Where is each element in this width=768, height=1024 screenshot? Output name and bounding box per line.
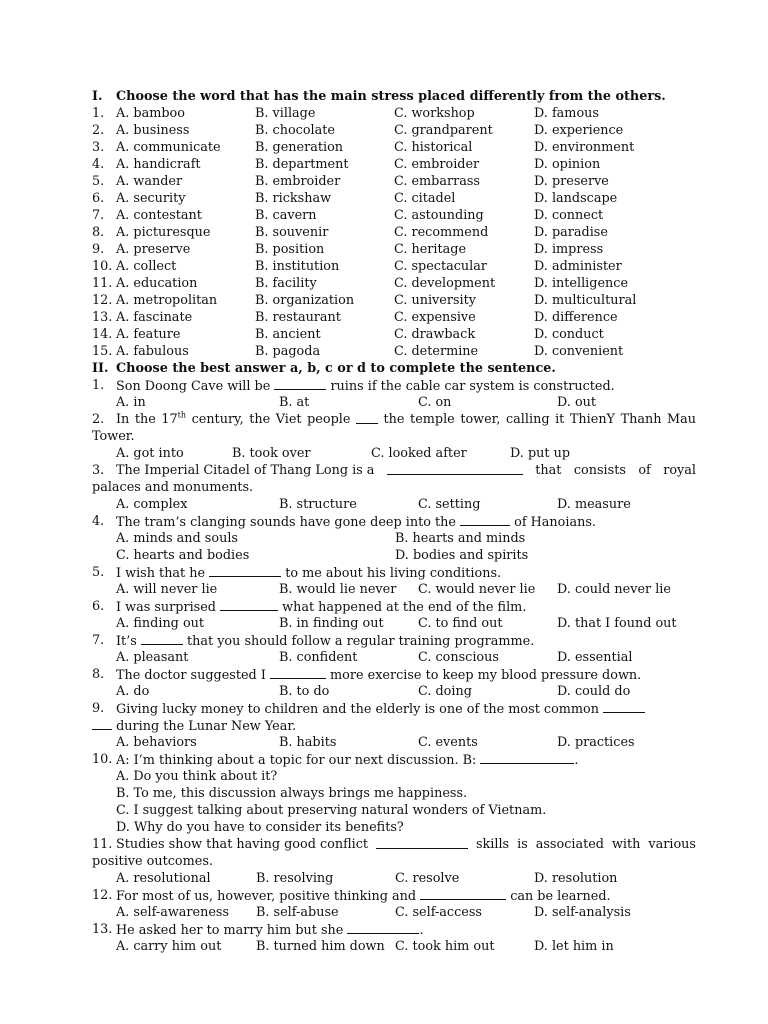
section-2-title: Choose the best answer a, b, c or d to complete the sentence.	[116, 361, 556, 376]
question-10-option-c-row	[92, 802, 696, 819]
option-a[interactable]: A. self-awareness	[116, 905, 230, 920]
option-d[interactable]: D. measure	[557, 497, 631, 512]
question-number: 3.	[92, 463, 105, 478]
question-number: 4.	[92, 514, 105, 529]
question-number: 5.	[92, 565, 105, 580]
section-1-heading	[92, 88, 696, 105]
option-c[interactable]: C. grandparent	[394, 123, 493, 138]
option-b[interactable]: B. self-abuse	[256, 905, 339, 920]
item-number: 12.	[92, 293, 113, 308]
stress-item-12	[92, 292, 696, 309]
question-text: The Imperial Citadel of Thang Long is a that consists of royal	[116, 463, 696, 478]
option-a[interactable]: A. minds and souls	[116, 531, 238, 546]
option-c[interactable]: C. looked after	[371, 446, 467, 461]
question-10	[92, 751, 696, 768]
option-c[interactable]: C. historical	[394, 140, 473, 155]
question-12	[92, 887, 696, 904]
option-a[interactable]: A. picturesque	[116, 225, 211, 240]
question-text: Son Doong Cave will be ruins if the cable car system is constructed.	[116, 379, 615, 394]
stress-item-5	[92, 173, 696, 190]
option-d[interactable]: D. could never lie	[557, 582, 671, 597]
option-d[interactable]: D. Why do you have to consider its benefits?	[116, 820, 404, 835]
option-b[interactable]: B. took over	[232, 446, 311, 461]
option-a[interactable]: A. finding out	[116, 616, 205, 631]
option-b[interactable]: B. department	[255, 157, 349, 172]
option-a[interactable]: A. handicraft	[116, 157, 201, 172]
question-7	[92, 632, 696, 649]
option-c[interactable]: C. hearts and bodies	[116, 548, 250, 563]
option-d[interactable]: D. environment	[534, 140, 635, 155]
option-b[interactable]: B. chocolate	[255, 123, 335, 138]
option-d[interactable]: D. out	[557, 395, 597, 410]
question-text: It’s that you should follow a regular training programme.	[116, 634, 535, 649]
option-b[interactable]: B. cavern	[255, 208, 317, 223]
answer-blank[interactable]	[274, 377, 326, 390]
option-c[interactable]: C. would never lie	[418, 582, 536, 597]
option-b[interactable]: B. institution	[255, 259, 340, 274]
question-number: 11.	[92, 837, 113, 852]
option-a[interactable]: A. fascinate	[116, 310, 193, 325]
question-4	[92, 513, 696, 530]
stress-item-10	[92, 258, 696, 275]
option-d[interactable]: D. intelligence	[534, 276, 629, 291]
option-b[interactable]: B. to do	[279, 684, 330, 699]
question-4-options-row1	[92, 530, 696, 547]
question-text: I wish that he to me about his living conditions.	[116, 566, 502, 581]
question-6-options	[92, 615, 696, 632]
question-text: The doctor suggested I more exercise to keep my blood pressure down.	[116, 668, 642, 683]
stress-item-11	[92, 275, 696, 292]
option-c[interactable]: C. on	[418, 395, 452, 410]
stress-item-3	[92, 139, 696, 156]
question-9-options	[92, 734, 696, 751]
option-b[interactable]: B. organization	[255, 293, 355, 308]
question-number: 13.	[92, 922, 113, 937]
option-d[interactable]: D. convenient	[534, 344, 624, 359]
option-b[interactable]: B. embroider	[255, 174, 341, 189]
option-b[interactable]: B. village	[255, 106, 316, 121]
answer-blank[interactable]	[460, 513, 510, 526]
option-d[interactable]: D. connect	[534, 208, 604, 223]
stress-item-1	[92, 105, 696, 122]
option-b[interactable]: B. pagoda	[255, 344, 321, 359]
stress-item-6	[92, 190, 696, 207]
answer-blank[interactable]	[480, 751, 574, 764]
option-a[interactable]: A. Do you think about it?	[116, 769, 278, 784]
option-d[interactable]: D. resolution	[534, 871, 618, 886]
answer-blank[interactable]	[220, 598, 278, 611]
section-2-heading	[92, 360, 696, 377]
option-d[interactable]: D. preserve	[534, 174, 609, 189]
question-9-continued: during the Lunar New Year.	[92, 717, 696, 734]
item-number: 15.	[92, 344, 113, 359]
option-c[interactable]: C. took him out	[395, 939, 495, 954]
worksheet	[92, 88, 696, 955]
option-b[interactable]: B. habits	[279, 735, 337, 750]
question-8	[92, 666, 696, 683]
option-a[interactable]: A. communicate	[116, 140, 221, 155]
option-a[interactable]: A. got into	[116, 446, 184, 461]
option-a[interactable]: A. complex	[116, 497, 188, 512]
answer-blank[interactable]	[347, 921, 419, 934]
option-c[interactable]: C. doing	[418, 684, 472, 699]
stress-item-15	[92, 343, 696, 360]
question-text: For most of us, however, positive thinking and can be learned.	[116, 889, 611, 904]
stress-item-9	[92, 241, 696, 258]
option-c[interactable]: C. expensive	[394, 310, 476, 325]
question-6	[92, 598, 696, 615]
question-13	[92, 921, 696, 938]
option-a[interactable]: A. contestant	[116, 208, 202, 223]
answer-blank[interactable]	[603, 700, 645, 713]
item-number: 4.	[92, 157, 105, 172]
question-10-option-a-row	[92, 768, 696, 785]
option-a[interactable]: A. business	[116, 123, 190, 138]
question-3-options	[92, 496, 696, 513]
section-1-number: I.	[92, 89, 103, 104]
question-2-options	[92, 445, 696, 462]
option-b[interactable]: B. at	[279, 395, 310, 410]
stress-item-14	[92, 326, 696, 343]
option-a[interactable]: A. in	[116, 395, 146, 410]
question-number: 8.	[92, 667, 105, 682]
question-3	[92, 462, 696, 479]
option-a[interactable]: A. resolutional	[116, 871, 211, 886]
question-10-option-d-row	[92, 819, 696, 836]
option-c[interactable]: C. drawback	[394, 327, 476, 342]
option-d[interactable]: D. famous	[534, 106, 599, 121]
option-b[interactable]: B. rickshaw	[255, 191, 332, 206]
answer-blank[interactable]	[209, 564, 281, 577]
question-text: The tram’s clanging sounds have gone deep into the of Hanoians.	[116, 515, 596, 530]
option-b[interactable]: B. souvenir	[255, 225, 329, 240]
option-c[interactable]: C. embarrass	[394, 174, 480, 189]
answer-blank[interactable]	[270, 666, 326, 679]
option-b[interactable]: B. confident	[279, 650, 358, 665]
question-9	[92, 700, 696, 717]
option-c[interactable]: C. self-access	[395, 905, 482, 920]
option-c[interactable]: C. citadel	[394, 191, 456, 206]
option-b[interactable]: B. restaurant	[255, 310, 341, 325]
option-d[interactable]: D. conduct	[534, 327, 604, 342]
option-b[interactable]: B. in finding out	[279, 616, 384, 631]
option-a[interactable]: A. pleasant	[116, 650, 189, 665]
option-a[interactable]: A. security	[116, 191, 186, 206]
option-c[interactable]: C. events	[418, 735, 478, 750]
stress-item-13	[92, 309, 696, 326]
item-number: 11.	[92, 276, 113, 291]
answer-blank-continued[interactable]	[92, 717, 112, 730]
question-7-options	[92, 649, 696, 666]
option-c[interactable]: C. workshop	[394, 106, 475, 121]
item-number: 1.	[92, 106, 105, 121]
option-c[interactable]: C. astounding	[394, 208, 484, 223]
option-b[interactable]: B. structure	[279, 497, 357, 512]
option-d[interactable]: D. multicultural	[534, 293, 637, 308]
option-b[interactable]: B. To me, this discussion always brings me happiness.	[116, 786, 468, 801]
question-12-options	[92, 904, 696, 921]
stress-item-7	[92, 207, 696, 224]
answer-blank[interactable]	[141, 632, 183, 645]
question-number: 2.	[92, 412, 105, 427]
question-text: A: I’m thinking about a topic for our next discussion. B: .	[116, 753, 579, 768]
section-2-number: II.	[92, 361, 109, 376]
item-number: 3.	[92, 140, 105, 155]
question-2	[92, 411, 696, 428]
option-d[interactable]: D. landscape	[534, 191, 618, 206]
question-11	[92, 836, 696, 853]
option-c[interactable]: C. to find out	[418, 616, 503, 631]
question-5-options	[92, 581, 696, 598]
question-11-options	[92, 870, 696, 887]
option-b[interactable]: B. hearts and minds	[395, 531, 526, 546]
option-c[interactable]: C. recommend	[394, 225, 489, 240]
option-b[interactable]: B. turned him down	[256, 939, 385, 954]
question-text: Studies show that having good conflict skills is associated with various	[116, 837, 696, 852]
option-d[interactable]: D. put up	[510, 446, 571, 461]
question-5	[92, 564, 696, 581]
option-d[interactable]: D. practices	[557, 735, 635, 750]
question-text: Giving lucky money to children and the elderly is one of the most common	[116, 700, 645, 718]
option-a[interactable]: A. metropolitan	[116, 293, 218, 308]
option-a[interactable]: A. preserve	[116, 242, 191, 257]
answer-blank[interactable]	[376, 836, 468, 849]
answer-blank[interactable]	[356, 411, 378, 424]
item-number: 5.	[92, 174, 105, 189]
option-d[interactable]: D. essential	[557, 650, 633, 665]
question-3-continued: palaces and monuments.	[92, 480, 254, 495]
question-number: 6.	[92, 599, 105, 614]
item-number: 10.	[92, 259, 113, 274]
question-text: He asked her to marry him but she .	[116, 923, 424, 938]
item-number: 8.	[92, 225, 105, 240]
option-c[interactable]: C. development	[394, 276, 496, 291]
option-d[interactable]: D. let him in	[534, 939, 614, 954]
option-a[interactable]: A. fabulous	[116, 344, 189, 359]
option-d[interactable]: D. could do	[557, 684, 631, 699]
answer-blank[interactable]	[420, 887, 506, 900]
option-a[interactable]: A. feature	[116, 327, 181, 342]
option-a[interactable]: A. will never lie	[116, 582, 218, 597]
option-c[interactable]: C. heritage	[394, 242, 467, 257]
option-a[interactable]: A. collect	[116, 259, 177, 274]
question-4-options-row2	[92, 547, 696, 564]
option-c[interactable]: C. setting	[418, 497, 481, 512]
question-8-options	[92, 683, 696, 700]
option-a[interactable]: A. wander	[116, 174, 183, 189]
question-number: 12.	[92, 888, 113, 903]
option-c[interactable]: C. conscious	[418, 650, 499, 665]
option-b[interactable]: B. generation	[255, 140, 344, 155]
question-text: In the 17th century, the Viet people the temple tower, calling it ThienY Thanh Mau	[116, 410, 696, 427]
option-b[interactable]: B. ancient	[255, 327, 321, 342]
option-a[interactable]: A. education	[116, 276, 198, 291]
question-1	[92, 377, 696, 394]
stress-item-8	[92, 224, 696, 241]
option-d[interactable]: D. difference	[534, 310, 618, 325]
question-1-options	[92, 394, 696, 411]
question-11-continued: positive outcomes.	[92, 854, 213, 869]
section-1-items	[92, 105, 696, 360]
question-number: 7.	[92, 633, 105, 648]
item-number: 14.	[92, 327, 113, 342]
option-d[interactable]: D. opinion	[534, 157, 601, 172]
item-number: 13.	[92, 310, 113, 325]
option-a[interactable]: A. bamboo	[116, 106, 185, 121]
option-d[interactable]: D. impress	[534, 242, 604, 257]
option-d[interactable]: D. that I found out	[557, 616, 677, 631]
option-b[interactable]: B. facility	[255, 276, 317, 291]
question-number: 9.	[92, 701, 105, 716]
question-number: 1.	[92, 378, 105, 393]
option-a[interactable]: A. carry him out	[116, 939, 222, 954]
option-b[interactable]: B. would lie never	[279, 582, 397, 597]
option-b[interactable]: B. position	[255, 242, 325, 257]
answer-blank[interactable]	[387, 462, 523, 475]
option-a[interactable]: A. do	[116, 684, 150, 699]
option-c[interactable]: C. embroider	[394, 157, 480, 172]
option-a[interactable]: A. behaviors	[116, 735, 197, 750]
section-1-title: Choose the word that has the main stress placed differently from the others.	[116, 89, 666, 104]
question-number: 10.	[92, 752, 113, 767]
item-number: 2.	[92, 123, 105, 138]
option-d[interactable]: D. self-analysis	[534, 905, 631, 920]
item-number: 7.	[92, 208, 105, 223]
item-number: 6.	[92, 191, 105, 206]
option-b[interactable]: B. resolving	[256, 871, 334, 886]
stress-item-4	[92, 156, 696, 173]
question-2-continued: Tower.	[92, 429, 135, 444]
question-10-option-b-row	[92, 785, 696, 802]
option-c[interactable]: C. spectacular	[394, 259, 487, 274]
option-d[interactable]: D. bodies and spirits	[395, 548, 529, 563]
option-d[interactable]: D. administer	[534, 259, 622, 274]
option-d[interactable]: D. experience	[534, 123, 624, 138]
option-c[interactable]: C. resolve	[395, 871, 460, 886]
option-c[interactable]: C. university	[394, 293, 476, 308]
question-text: I was surprised what happened at the end of the film.	[116, 600, 527, 615]
stress-item-2	[92, 122, 696, 139]
option-c[interactable]: C. I suggest talking about preserving natural wonders of Vietnam.	[116, 803, 547, 818]
question-13-options	[92, 938, 696, 955]
option-d[interactable]: D. paradise	[534, 225, 608, 240]
item-number: 9.	[92, 242, 105, 257]
option-c[interactable]: C. determine	[394, 344, 479, 359]
